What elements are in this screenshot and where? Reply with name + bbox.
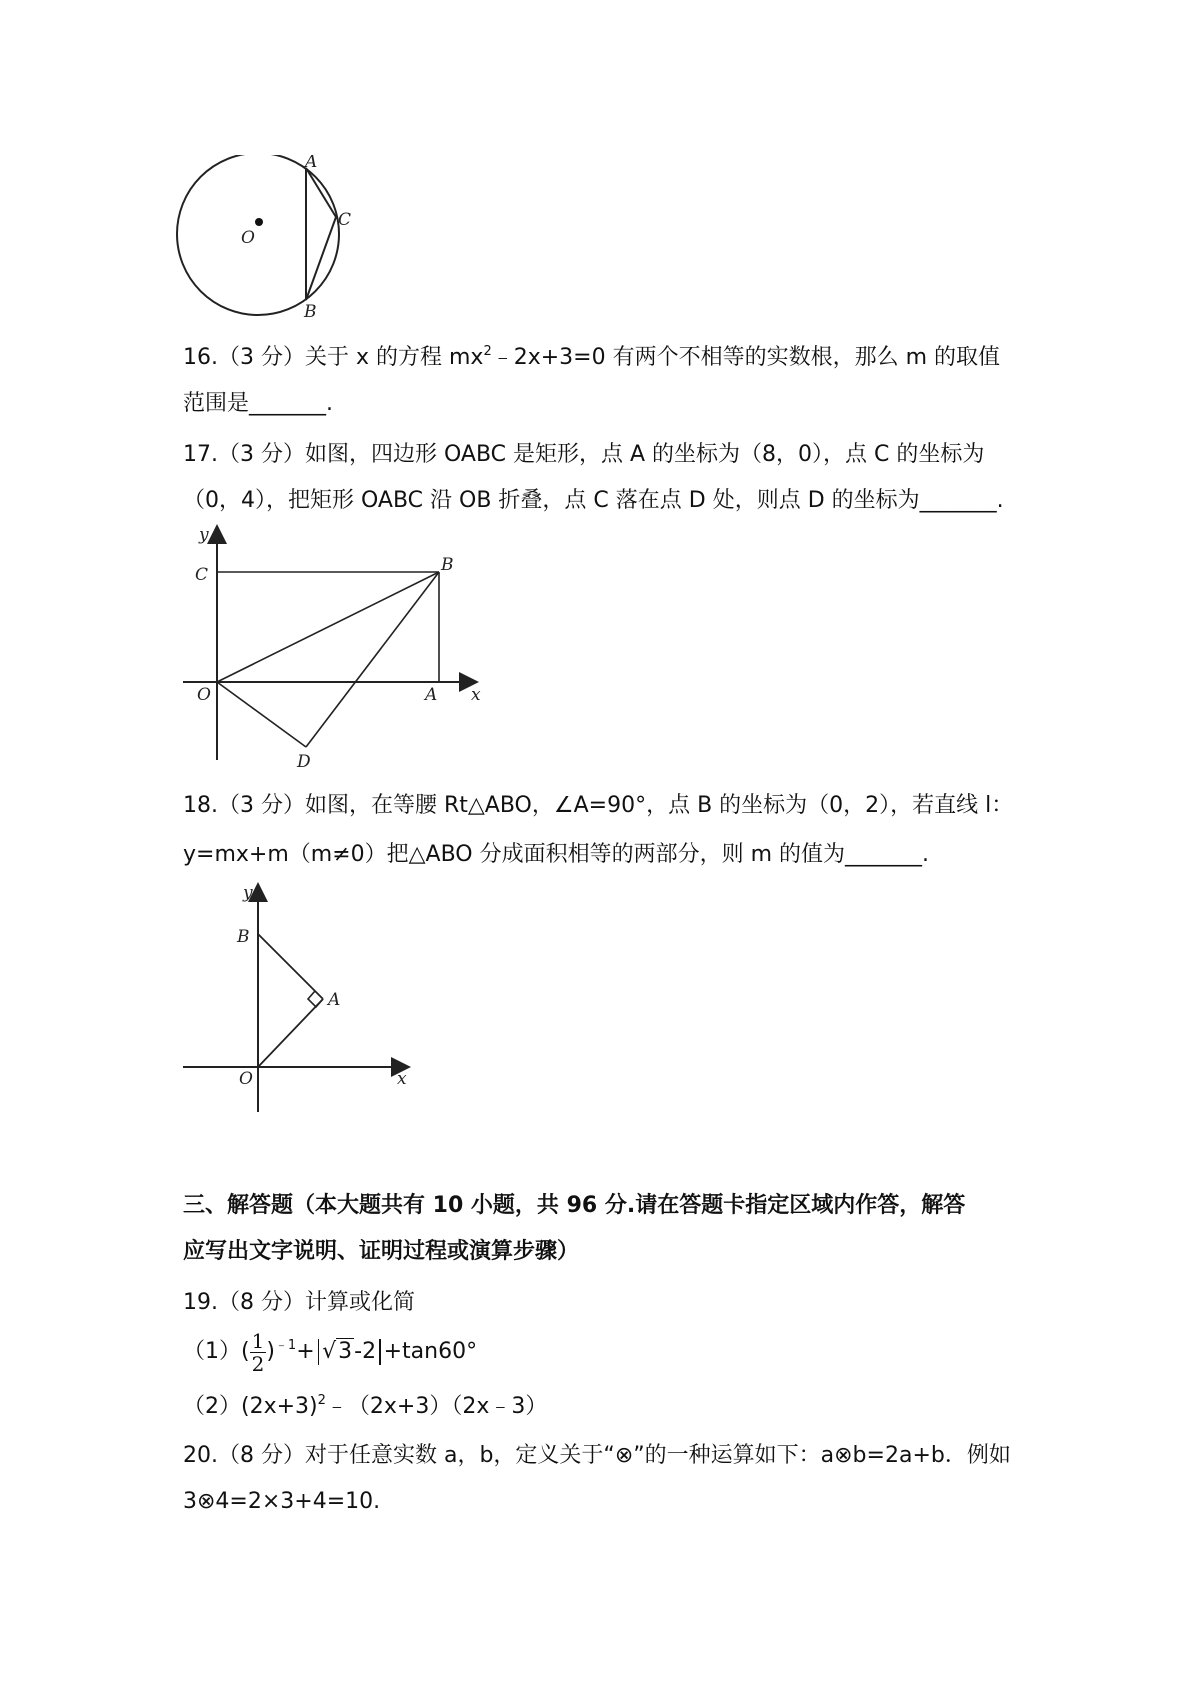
q19-part1: （1）( $\frac{1}{2}$ )$^{﹣1}$+ √3-2 +tan60° bbox=[183, 1328, 478, 1376]
label-a: A bbox=[328, 990, 341, 1010]
side-oa bbox=[258, 999, 323, 1067]
label-o: O bbox=[239, 1069, 253, 1089]
label-d: D bbox=[297, 752, 311, 770]
circle-figure bbox=[175, 155, 365, 325]
abs-bar-left bbox=[318, 1339, 320, 1365]
label-y: y bbox=[199, 525, 209, 545]
label-o: O bbox=[197, 685, 211, 705]
rectangle-figure bbox=[175, 520, 505, 770]
diagonal-ob bbox=[217, 572, 439, 682]
label-y: y bbox=[243, 883, 253, 903]
q18-line2: y=mx+m（m≠0）把△ABO 分成面积相等的两部分，则 m 的值为_______. bbox=[183, 842, 930, 867]
q16-line1: 16.（3 分）关于 x 的方程 $mx^2﹣2x+3=0$ 有两个不相等的实数根，那么 m 的取值 bbox=[183, 344, 1001, 370]
sqrt-radicand: 3 bbox=[338, 1339, 353, 1364]
right-angle-mark bbox=[308, 991, 323, 1007]
q19-part2: $(2)(2x+3)^2﹣(2x+3)(2x﹣3)$ bbox=[183, 1393, 548, 1419]
label-o: O bbox=[241, 228, 255, 248]
side-ba bbox=[258, 934, 323, 999]
label-c: C bbox=[338, 210, 352, 230]
segment-od bbox=[217, 682, 306, 747]
q20-line1: 20.（8 分）对于任意实数 a，b，定义关于“⊗”的一种运算如下：a⊗b=2a+b．例如 bbox=[183, 1443, 1011, 1468]
label-b: B bbox=[237, 927, 250, 947]
label-c: C bbox=[195, 565, 209, 585]
q19-title: 19.（8 分）计算或化简 bbox=[183, 1290, 415, 1315]
label-a: A bbox=[305, 155, 318, 172]
section-3-heading-line1: 三、解答题（本大题共有 10 小题，共 96 分.请在答题卡指定区域内作答，解答 bbox=[183, 1193, 966, 1218]
label-b: B bbox=[304, 302, 317, 322]
segment-bd bbox=[306, 572, 439, 747]
label-x: x bbox=[397, 1069, 407, 1089]
label-a: A bbox=[425, 685, 438, 705]
center-dot bbox=[255, 218, 263, 226]
triangle-figure bbox=[175, 880, 415, 1120]
segment-ac bbox=[306, 168, 336, 217]
section-3-heading-line2: 应写出文字说明、证明过程或演算步骤） bbox=[183, 1239, 580, 1264]
label-b: B bbox=[441, 555, 454, 575]
q20-line2: 3⊗4=2×3+4=10. bbox=[183, 1489, 381, 1514]
fraction-one-half: $\frac{1}{2}$ bbox=[251, 1328, 265, 1376]
circle-o bbox=[177, 155, 339, 315]
q16-line2: 范围是_______. bbox=[183, 391, 333, 416]
q17-line1: 17.（3 分）如图，四边形 OABC 是矩形，点 A 的坐标为（8，0），点 C 的坐标为 bbox=[183, 442, 985, 467]
label-x: x bbox=[471, 685, 481, 705]
segment-bc bbox=[306, 217, 336, 300]
abs-bar-right bbox=[379, 1339, 381, 1365]
q17-line2: （0，4），把矩形 OABC 沿 OB 折叠，点 C 落在点 D 处，则点 D 的坐标为_______. bbox=[183, 488, 1004, 513]
sqrt-sign: √ bbox=[322, 1339, 337, 1364]
q18-line1: 18.（3 分）如图，在等腰 Rt△ABO，∠A=90°，点 B 的坐标为（0，2），若直线 l： bbox=[183, 793, 1014, 818]
